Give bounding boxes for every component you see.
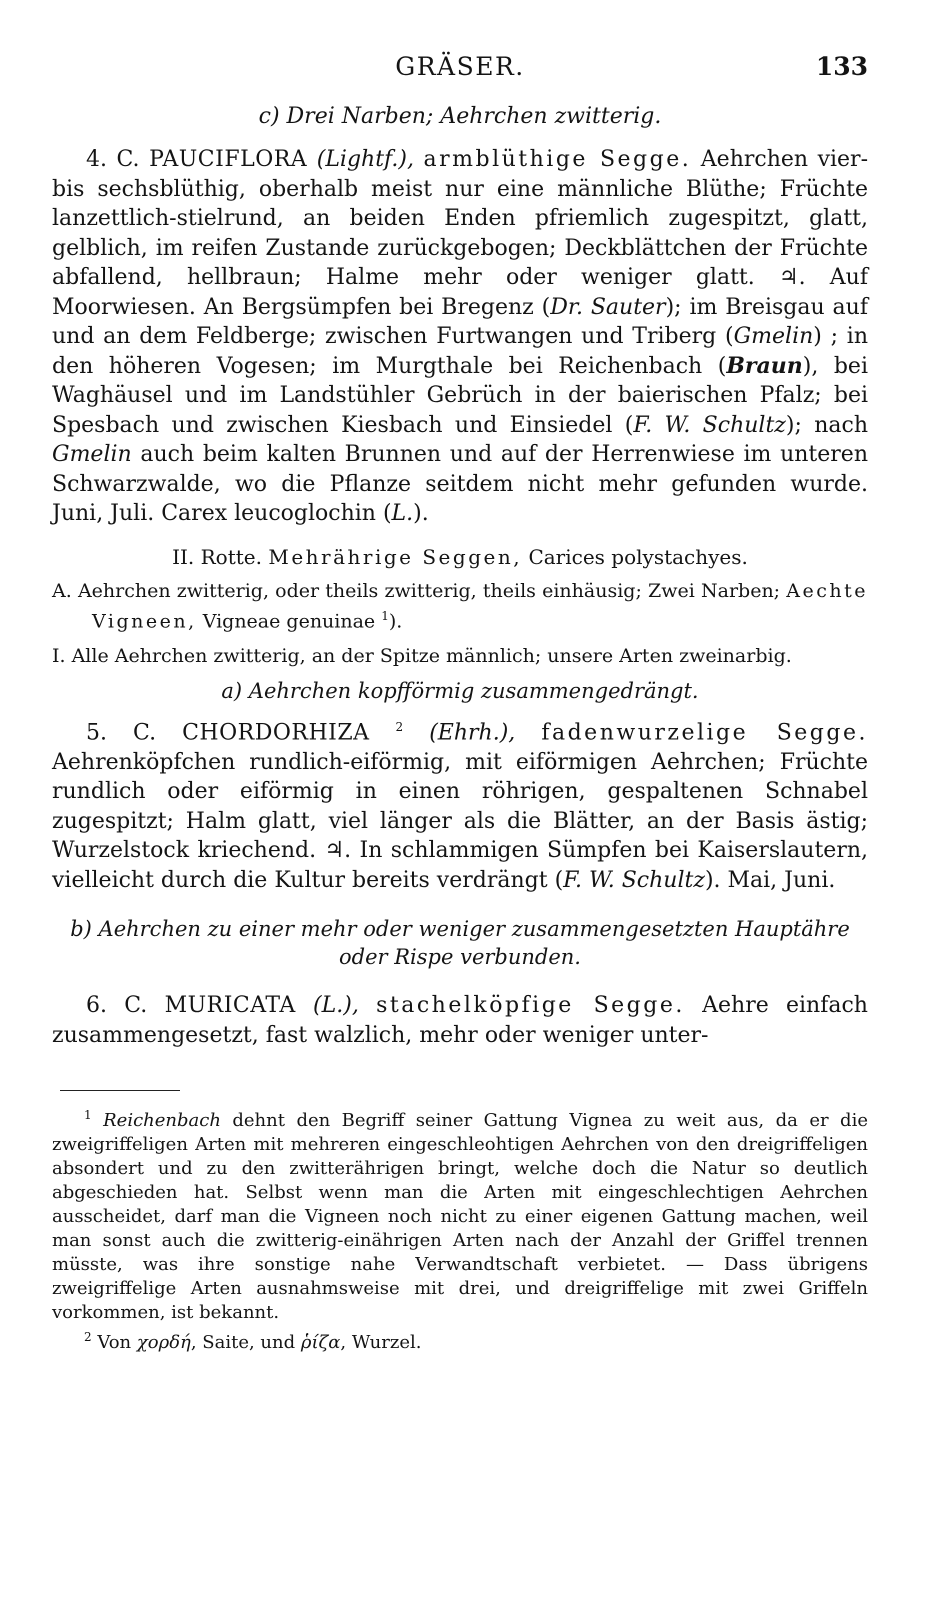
rank-prefix: II. Rotte. xyxy=(172,544,262,569)
section-text: Vigneae genuinae xyxy=(202,609,376,632)
section-text: ). xyxy=(388,609,403,632)
footnote-marker: 2 xyxy=(84,1330,92,1345)
section-spaced: Aechte Vigneen, xyxy=(92,579,868,632)
page-number: 133 xyxy=(815,52,868,81)
footnote-text: Von xyxy=(97,1332,137,1354)
common-name: armblüthige Segge. xyxy=(423,147,692,172)
species-author: (Lightf.), xyxy=(316,147,414,172)
entry-text: ), bei Waghäusel und im Landstühler Gebrüch in der baierischen Pfalz; bei Spesbach und zwischen Kiesbach und Einsiedel ( xyxy=(52,353,868,438)
species-name: MURICATA xyxy=(164,993,296,1019)
entry-number: 4. C. xyxy=(86,147,140,172)
footnote-2 xyxy=(52,1325,868,1355)
footnote-1 xyxy=(52,1103,868,1325)
species-author: (Ehrh.), xyxy=(429,720,516,746)
entry-text: ); nach xyxy=(785,412,869,438)
footnote-ref: 2 xyxy=(395,719,404,734)
collector: F. W. Schultz xyxy=(633,412,786,438)
greek-word: ῥίζα xyxy=(300,1332,341,1354)
footnote-text: , Wurzel. xyxy=(340,1332,422,1354)
heading-b: b) Aehrchen zu einer mehr oder weniger zusammengesetzten Hauptähre oder Rispe verbunden. xyxy=(70,917,850,970)
greek-word: χορδή xyxy=(136,1332,191,1354)
running-title: GRÄSER. xyxy=(395,52,525,81)
entry-text: ); im Breisgau auf und an dem Feldberge; zwischen Furtwangen und Triberg ( xyxy=(52,294,868,349)
rank-heading xyxy=(52,545,868,569)
entry-text: ) ; in den höheren Vogesen; im Murgthale bei Reichenbach ( xyxy=(52,324,868,379)
entry-text: Aehre einfach zusammengesetzt, fast walzlich, mehr oder weniger unter- xyxy=(52,993,868,1048)
footnote-ref: 1 xyxy=(381,608,389,623)
page-header xyxy=(52,52,868,86)
heading-a: a) Aehrchen kopfförmig zusammengedrängt. xyxy=(221,678,699,703)
collector: F. W. Schultz xyxy=(563,867,705,893)
section-i: I. Alle Aehrchen zwitterig, an der Spitze männlich; unsere Arten zweinarbig. xyxy=(52,644,792,667)
rank-suffix: Carices polystachyes. xyxy=(528,544,748,569)
section-a xyxy=(52,579,868,634)
entry-text: auch beim kalten Brunnen und auf der Herrenwiese im unteren Schwarzwalde, wo die Pflanze seitdem nicht mehr gefunden wurde. Juni, Juli. Carex leucoglochin ( xyxy=(52,442,868,526)
entry-text: Aehrenköpfchen rundlich-eiförmig, mit eiförmigen Aehrchen; Früchte rundlich oder eiförmig in einen röhrigen, gespaltenen Schnabel zugespitzt; Halm glatt, viel länger als die Blätter, an der Basis ästig; Wurzelstock kriechend. ♃. In schlammigen Sümpfen bei Kaiserslautern, vielleicht durch die Kultur bereits verdrängt ( xyxy=(52,749,868,893)
entry-text: ). xyxy=(413,501,429,526)
species-entry-6 xyxy=(52,991,868,1050)
entry-text: Aehrchen vier- bis sechsblüthig, oberhalb meist nur eine männliche Blüthe; Früchte lanzettlich-stielrund, an beiden Enden pfriemlich zugespitzt, glatt, gelblich, im reifen Zustande zurückgebogen; Deckblättchen der Früchte abfallend, hellbraun; Halme mehr oder weniger glatt. ♃. Auf Moorwiesen. An Bergsümpfen bei Bregenz ( xyxy=(52,147,869,320)
species-entry-5 xyxy=(52,713,868,895)
common-name: fadenwurzelige Segge. xyxy=(541,720,868,746)
entry-number: 6. C. xyxy=(86,993,148,1019)
footnote-text: , Saite, und xyxy=(190,1332,301,1354)
collector: Gmelin xyxy=(52,442,132,467)
species-name: PAUCIFLORA xyxy=(149,147,308,172)
entry-number: 5. C. xyxy=(86,720,157,746)
entry-text: ). Mai, Juni. xyxy=(704,867,836,893)
footnote-marker: 1 xyxy=(84,1108,92,1123)
collector: L. xyxy=(391,501,414,526)
rank-spaced: Mehrährige Seggen, xyxy=(268,544,523,569)
footnote-author: Reichenbach xyxy=(103,1110,221,1132)
common-name: stachelköpfige Segge. xyxy=(376,993,685,1019)
species-author: (L.), xyxy=(313,993,359,1019)
collector: Gmelin xyxy=(733,324,814,349)
footnote-rule xyxy=(60,1090,180,1091)
heading-c: c) Drei Narben; Aehrchen zwitterig. xyxy=(258,104,662,129)
footnote-text: dehnt den Begriff seiner Gattung Vignea zu weit aus, da er die zweigriffeligen Arten mit mehreren eingeschleohtigen Aehrchen von den dreigriffeligen absondert und zu den zwitterährigen bringt, welche doch die Natur so deutlich abgeschieden hat. Selbst wenn man die Arten mit eingeschlechtigen Aehrchen ausscheidet, darf man die Vigneen noch nicht zu einer eigenen Gattung machen, weil man sonst auch die zwitterig-einährigen Arten nach der Anzahl der Griffel trennen müsste, was ihre sonstige nahe Verwandtschaft verbietet. — Dass übrigens zweigriffelige Arten ausnahmsweise mit drei, und dreigriffelige mit zwei Griffeln vorkommen, ist bekannt. xyxy=(52,1110,868,1324)
species-entry-4 xyxy=(52,145,868,529)
collector: Braun xyxy=(726,352,803,379)
section-text: A. Aehrchen zwitterig, oder theils zwitterig, theils einhäusig; Zwei Narben; xyxy=(52,579,781,602)
species-name: CHORDORHIZA xyxy=(182,720,370,746)
collector: Dr. Sauter xyxy=(550,294,666,320)
